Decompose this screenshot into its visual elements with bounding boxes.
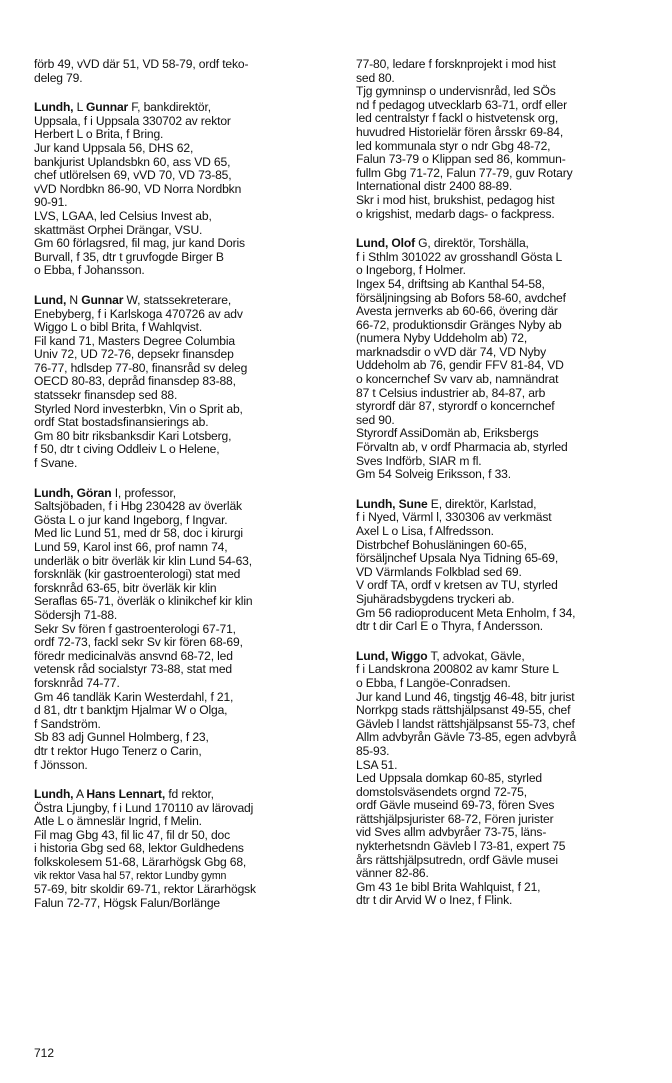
given-name: Gunnar <box>85 100 129 115</box>
title: W, statssekreterare, <box>123 292 232 307</box>
entry-lundh-goran <box>34 487 324 772</box>
given-name: Gunnar <box>81 292 124 307</box>
continued-entry <box>356 58 652 221</box>
entry-lundh-sune <box>356 498 652 634</box>
entry-body: f i Sthlm 301022 av grosshandl Gösta L o Ingeborg, f Holmer. Ingex 54, driftsing ab Kanthal 54-58, försäljningsing ab Bofors 58-60, avdchef Avesta jernverks ab 60-66, övering där 66-72, produktionsdir Gränges Nyby ab (numera Nyby Uddeholm ab) 72, marknadsdir o vVD där 74, VD Nyby Uddeholm ab 76, gendir FFV 81-84, VD o koncernchef Sv varv ab, namnändrat 87 t Celsius industrier ab, 84-87, arb styrordf där 87, styrordf o koncernchef sed 90. Styrordf AssiDomän ab, Eriksbergs Förvaltn ab, v ordf Pharmacia ab, styrled Sves Indförb, SIAR m fl. Gm 54 Solveig Eriksson, f 33. <box>356 249 568 482</box>
initial: N <box>66 292 82 307</box>
entry-lund-gunnar <box>34 294 324 471</box>
title: fd rektor, <box>165 787 214 802</box>
entry-heading <box>34 487 324 501</box>
entry-heading <box>356 498 652 512</box>
entry-body: Enebyberg, f i Karlskoga 470726 av adv Wiggo L o bibl Brita, f Wahlqvist. Fil kand 71, Masters Degree Columbia Univ 72, UD 72-76, depsekr finansdep 76-77, hdlsdep 77-80, finansråd sv deleg OECD 80-83, depråd finansdep 83-88, statssekr finansdep sed 88. Styrled Nord investerbkn, Vin o Sprit ab, ordf Stat bostadsfinansierings ab. Gm 80 bitr riksbanksdir Kari Lotsberg, f 50, dtr t civing Oddleiv L o Helene, f Svane. <box>34 306 248 471</box>
page-number: 712 <box>34 1046 55 1060</box>
title: E, direktör, Karlstad, <box>427 496 537 511</box>
given-name: Hans Lennart, <box>86 787 166 802</box>
name: Lund, Olof <box>356 236 415 251</box>
entry-heading <box>34 101 324 115</box>
entry-body: förb 49, vVD där 51, VD 58-79, ordf teko- deleg 79. <box>34 57 249 85</box>
entry-heading <box>356 650 652 664</box>
entry-heading <box>34 788 324 802</box>
entry-heading <box>356 237 652 251</box>
surname: Lundh, <box>34 787 74 802</box>
entry-body: Östra Ljungby, f i Lund 170110 av lärovadj Atle L o ämneslär Ingrid, f Melin. Fil mag Gbg 43, fil lic 47, fil dr 50, doc i historia Gbg sed 68, lektor Guldhedens folkskolesem 51-68, Lärarhögsk Gbg 68, <box>34 800 254 870</box>
title: T, advokat, Gävle, <box>427 648 525 663</box>
name: Lund, Wiggo <box>356 648 428 663</box>
entry-lund-olof <box>356 237 652 482</box>
initial: L <box>73 100 86 115</box>
left-column <box>34 58 324 926</box>
surname: Lund, <box>34 292 67 307</box>
entry-body: f i Nyed, Värml l, 330306 av verkmäst Axel L o Lisa, f Alfredsson. Distrbchef Bohusläningen 60-65, försäljnchef Upsala Nya Tidning 65-69, VD Värmlands Folkblad sed 69. V ordf TA, ordf v kretsen av TU, styrled Sjuhäradsbygdens tryckeri ab. Gm 56 radioproducent Meta Enholm, f 34, dtr t dir Carl E o Thyra, f Andersson. <box>356 510 576 634</box>
entry-lund-wiggo <box>356 650 652 908</box>
entry-lundh-hans-lennart <box>34 788 324 910</box>
entry-body-small: vik rektor Vasa hal 57, rektor Lundby gymn <box>34 869 227 882</box>
title: G, direktör, Torshälla, <box>414 236 529 251</box>
name: Lundh, Göran <box>34 485 112 500</box>
name: Lundh, Sune <box>356 496 428 511</box>
title: I, professor, <box>111 485 176 500</box>
entry-heading <box>34 294 324 308</box>
entry-body: 57-69, bitr skoldir 69-71, rektor Lärarhögsk Falun 72-77, Högsk Falun/Borlänge <box>34 882 256 910</box>
entry-body: 77-80, ledare f forsknprojekt i mod hist sed 80. Tjg gymninsp o undervisnråd, led SÖs nd f pedagog utvecklarb 63-71, ordf eller led centralstyr f fackl o histvetensk org, huvudred Historielär fören årsskr 69-84, led kommunala styr o ndr Gbg 48-72, Falun 73-79 o Klippan sed 86, kommun- fullm Gbg 71-72, Falun 77-79, guv Rotary International distr 2400 88-89. Skr i mod hist, brukshist, pedagog hist o krigshist, medarb dags- o fackpress. <box>356 57 573 221</box>
right-column <box>356 58 652 924</box>
entry-body: f i Landskrona 200802 av kamr Sture L o Ebba, f Langöe-Conradsen. Jur kand Lund 46, tingstjg 46-48, bitr jurist Norrkpg stads rättshjälpsanst 49-55, chef Gävleb l landst rättshjälpsanst 55-73, chef Allm advbyrån Gävle 73-85, egen advbyrå 85-93. LSA 51. Led Uppsala domkap 60-85, styrled domstolsväsendets orgnd 72-75, ordf Gävle museind 69-73, fören Sves rättshjälpsjurister 68-72, Fören jurister vid Sves allm advbyråer 73-75, läns- nykterhetsndn Gävleb l 73-81, expert 75 års rättshjälpsutredn, ordf Gävle musei vänner 82-86. Gm 43 1e bibl Brita Wahlquist, f 21, dtr t dir Arvid W o Inez, f Flink. <box>356 662 577 908</box>
title: F, bankdirektör, <box>128 100 211 115</box>
entry-body: Uppsala, f i Uppsala 330702 av rektor Herbert L o Brita, f Bring. Jur kand Uppsala 56, DHS 62, bankjurist Uplandsbkn 60, ass VD 65, chef utlörelsen 69, vVD 70, VD 73-85, vVD Nordbkn 86-90, VD Norra Nordbkn 90-91. LVS, LGAA, led Celsius Invest ab, skattmäst Orphei Drängar, VSU. Gm 60 förlagsred, fil mag, jur kand Doris Burvall, f 35, dtr t gruvfogde Birger B o Ebba, f Johansson. <box>34 113 245 278</box>
surname: Lundh, <box>34 100 74 115</box>
initial: A <box>73 787 87 802</box>
entry-lundh-gunnar <box>34 101 324 278</box>
continued-entry <box>34 58 324 85</box>
entry-body: Saltsjöbaden, f i Hbg 230428 av överläk Gösta L o jur kand Ingeborg, f Ingvar. Med lic Lund 51, med dr 58, doc i kirurgi Lund 59, Karol inst 66, prof namn 74, underläk o bitr överläk kir klin Lund 54-63, forsknläk (kir gastroenterologi) stat med forsknråd 63-65, bitr överläk kir klin Seraflas 65-71, överläk o klinikchef kir klin Södersjh 71-88. Sekr Sv fören f gastroenterologi 67-71, ordf 72-73, fackl sekr Sv kir fören 68-69, föredr medicinalväs ansvnd 68-72, led vetensk råd socialstyr 73-88, stat med forsknråd 74-77. Gm 46 tandläk Karin Westerdahl, f 21, d 81, dtr t banktjm Hjalmar W o Olga, f Sandström. Sb 83 adj Gunnel Holmberg, f 23, dtr t rektor Hugo Tenerz o Carin, f Jönsson. <box>34 499 253 772</box>
